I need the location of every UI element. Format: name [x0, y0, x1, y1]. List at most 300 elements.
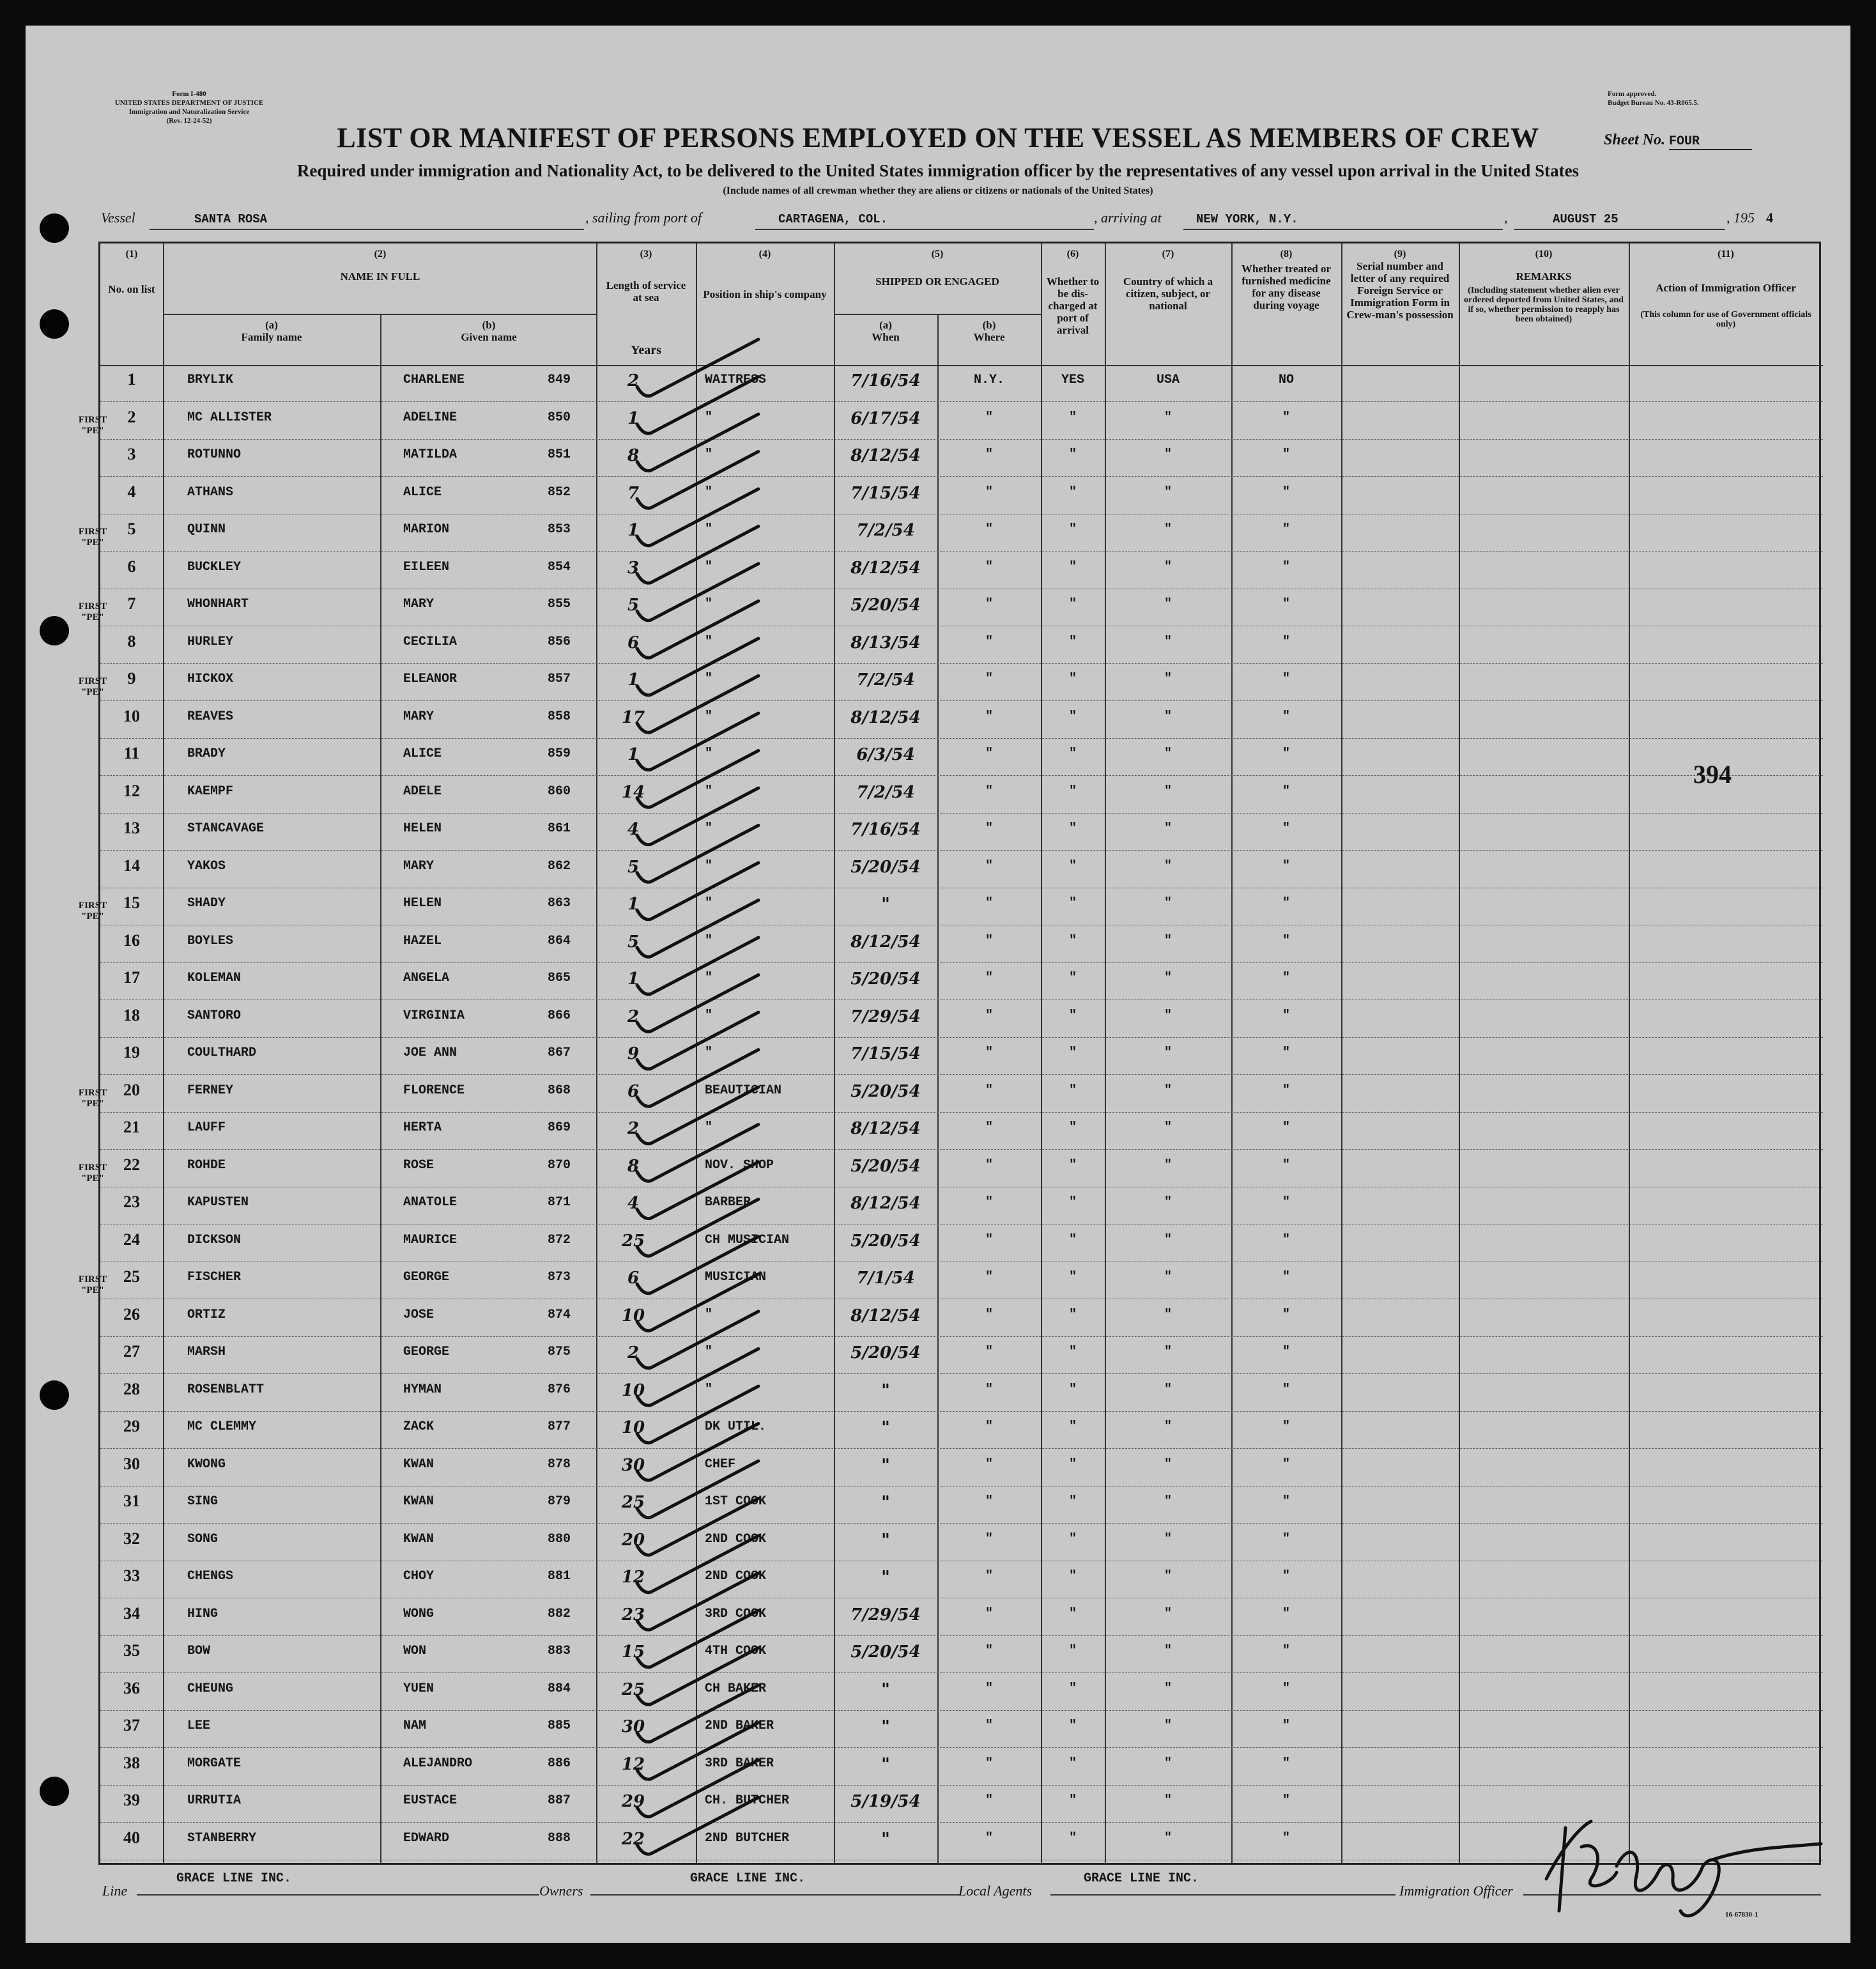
shipped-when: 8/12/54 [850, 1119, 921, 1138]
col-9-number: (9) [1394, 249, 1406, 259]
family-name: MARSH [187, 1345, 226, 1359]
shipped-where: " [985, 1419, 993, 1434]
margin-note-line1: FIRST [78, 1087, 107, 1098]
family-name: STANCAVAGE [187, 821, 265, 836]
shipped-where: " [985, 447, 993, 462]
revision-date: (Rev. 12-24-52) [166, 117, 212, 125]
medicine: " [1282, 1345, 1290, 1359]
years-at-sea: 2 [627, 371, 640, 390]
col-4-number: (4) [758, 249, 771, 259]
years-at-sea: 23 [621, 1605, 645, 1625]
binder-hole [40, 616, 69, 645]
medicine: " [1282, 1830, 1290, 1846]
years-at-sea: 17 [621, 707, 645, 727]
country: " [1164, 447, 1172, 462]
years-at-sea: 3 [627, 558, 640, 578]
col-6-number: (6) [1066, 249, 1079, 259]
country: " [1164, 784, 1172, 799]
medicine: " [1282, 1531, 1290, 1547]
shipped-when: 5/20/54 [850, 969, 921, 989]
row-number: 11 [123, 744, 140, 762]
discharged: " [1068, 1419, 1077, 1434]
arriving-field [1183, 210, 1503, 230]
serial-number: 863 [548, 896, 571, 911]
owners-value: GRACE LINE INC. [690, 1871, 806, 1886]
shipped-where: " [985, 1008, 993, 1023]
col-5b-header: (b) Where [973, 319, 1005, 343]
position: WAITRESS [705, 373, 767, 387]
col-5a-header: (a) When [872, 319, 900, 343]
position: " [705, 858, 713, 874]
years-at-sea: 29 [621, 1792, 645, 1811]
years-at-sea: 4 [627, 1194, 640, 1213]
row-number: 1 [127, 370, 136, 389]
medicine: " [1282, 1382, 1290, 1397]
medicine: " [1282, 1157, 1290, 1173]
given-name: ADELINE [403, 410, 457, 425]
shipped-when: 5/20/54 [850, 596, 921, 615]
shipped-when: 8/12/54 [850, 707, 921, 727]
position: MUSICIAN [705, 1270, 767, 1285]
row-number: 28 [123, 1379, 140, 1398]
margin-note [72, 900, 114, 922]
discharged: " [1068, 1569, 1077, 1584]
serial-number: 884 [548, 1681, 571, 1696]
shipped-when: 8/12/54 [850, 1306, 921, 1325]
position: CHEF [705, 1456, 736, 1472]
country: " [1164, 858, 1172, 874]
sailing-label: , sailing from port of [585, 210, 702, 226]
years-at-sea: 25 [621, 1493, 645, 1512]
serial-number: 877 [548, 1419, 571, 1434]
binder-hole [40, 1380, 69, 1410]
years-at-sea: 7 [627, 483, 640, 503]
medicine: " [1282, 1494, 1290, 1509]
port-field [755, 210, 1094, 230]
position: 2ND BAKER [705, 1718, 774, 1733]
serial-number: 869 [548, 1120, 571, 1135]
family-name: CHEUNG [187, 1681, 234, 1696]
serial-number: 868 [548, 1083, 571, 1098]
page-title: LIST OR MANIFEST OF PERSONS EMPLOYED ON THE VESSEL AS MEMBERS OF CREW [337, 122, 1539, 153]
given-name: CECILIA [403, 634, 457, 649]
shipped-when: 5/20/54 [850, 1156, 921, 1176]
country: " [1164, 1345, 1172, 1359]
position: CH BAKER [705, 1681, 767, 1696]
years-at-sea: 2 [627, 1119, 640, 1138]
serial-number: 876 [548, 1382, 571, 1397]
margin-note [72, 1274, 114, 1296]
col-4-header: Position in ship's company [703, 288, 827, 300]
shipped-when: " [881, 1455, 890, 1475]
family-name: STANBERRY [187, 1830, 257, 1846]
position: " [705, 1345, 713, 1359]
shipped-where: " [985, 672, 993, 686]
medicine: " [1282, 1083, 1290, 1098]
margin-note-line1: FIRST [78, 527, 107, 537]
family-name: HURLEY [187, 634, 234, 649]
discharged: " [1068, 1195, 1077, 1210]
country: " [1164, 597, 1172, 612]
shipped-when: 7/29/54 [850, 1605, 921, 1625]
stamp-number: 394 [1693, 760, 1732, 789]
margin-note-line1: FIRST [78, 1162, 107, 1173]
family-name: SHADY [187, 896, 226, 911]
position: " [705, 559, 713, 575]
margin-note-line1: FIRST [78, 1274, 107, 1285]
country: " [1164, 1157, 1172, 1173]
shipped-where: " [985, 597, 993, 612]
medicine: " [1282, 1606, 1290, 1621]
shipped-when: " [881, 1493, 890, 1512]
shipped-when: 7/29/54 [850, 1007, 921, 1026]
check-marks [100, 243, 1823, 1867]
given-name: NAM [403, 1718, 427, 1733]
medicine: " [1282, 933, 1290, 948]
serial-number: 880 [548, 1531, 571, 1547]
serial-number: 878 [548, 1456, 571, 1472]
years-at-sea: 22 [621, 1829, 645, 1849]
country: " [1164, 709, 1172, 724]
medicine: " [1282, 1195, 1290, 1210]
country: " [1164, 1718, 1172, 1733]
shipped-when: 7/1/54 [856, 1269, 915, 1288]
years-at-sea: 14 [621, 782, 645, 802]
country: " [1164, 1681, 1172, 1696]
given-name: CHOY [403, 1569, 434, 1584]
family-name: ATHANS [187, 484, 234, 500]
shipped-when: 5/19/54 [850, 1792, 921, 1811]
discharged: " [1068, 1830, 1077, 1846]
given-name: MARION [403, 522, 450, 537]
position: " [705, 1046, 713, 1060]
shipped-where: " [985, 1681, 993, 1696]
shipped-where: " [985, 484, 993, 500]
row-number: 24 [123, 1230, 140, 1249]
row-number: 23 [123, 1193, 140, 1211]
position: " [705, 971, 713, 985]
date-field [1514, 210, 1725, 230]
position: 3RD COOK [705, 1606, 767, 1621]
years-at-sea: 6 [627, 1081, 640, 1101]
medicine: " [1282, 447, 1290, 462]
given-name: WONG [403, 1606, 434, 1621]
col-3-header: Length of service at sea [606, 279, 686, 304]
family-name: BUCKLEY [187, 559, 242, 575]
given-name: CHARLENE [403, 373, 465, 387]
family-name: BRYLIK [187, 373, 234, 387]
row-number: 9 [127, 669, 136, 688]
discharged: " [1068, 858, 1077, 874]
discharged: " [1068, 1756, 1077, 1771]
approved-text: Form approved. [1608, 90, 1657, 98]
medicine: " [1282, 971, 1290, 985]
margin-note-line2: "PE" [81, 1173, 104, 1184]
shipped-where: " [985, 1756, 993, 1771]
country: " [1164, 1793, 1172, 1808]
medicine: " [1282, 784, 1290, 799]
given-name: WON [403, 1644, 427, 1658]
given-name: ANGELA [403, 971, 450, 985]
country: " [1164, 1046, 1172, 1060]
shipped-where: " [985, 1157, 993, 1173]
medicine: " [1282, 522, 1290, 537]
position: NOV. SHOP [705, 1157, 774, 1173]
family-name: LAUFF [187, 1120, 226, 1135]
row-number: 12 [123, 781, 140, 800]
shipped-where: " [985, 634, 993, 649]
discharged: " [1068, 1046, 1077, 1060]
shipped-when: " [881, 1568, 890, 1587]
years-at-sea: 8 [627, 446, 640, 465]
crew-table [98, 242, 1821, 1865]
shipped-when: " [881, 1717, 890, 1736]
margin-note-line1: FIRST [78, 601, 107, 612]
shipped-where: " [985, 784, 993, 799]
country: " [1164, 1419, 1172, 1434]
position: 1ST COOK [705, 1494, 767, 1509]
position: 2ND BUTCHER [705, 1830, 790, 1846]
serial-number: 860 [548, 784, 571, 799]
shipped-where: " [985, 1083, 993, 1098]
serial-number: 862 [548, 858, 571, 874]
row-number: 40 [123, 1828, 140, 1847]
discharged: " [1068, 1307, 1077, 1322]
line-label: Line [102, 1883, 128, 1899]
serial-number: 870 [548, 1157, 571, 1173]
manifest-page [26, 26, 1850, 1943]
medicine: " [1282, 1569, 1290, 1584]
position: " [705, 896, 713, 911]
row-number: 22 [123, 1155, 140, 1174]
print-code: 16-67830-1 [1725, 1911, 1758, 1919]
given-name: ALICE [403, 484, 442, 500]
margin-note-line2: "PE" [81, 612, 104, 622]
country: " [1164, 522, 1172, 537]
position: " [705, 597, 713, 612]
date-value: AUGUST 25 [1553, 212, 1618, 226]
officer-label: Immigration Officer [1399, 1883, 1513, 1899]
family-name: DICKSON [187, 1232, 242, 1247]
shipped-when: " [881, 1679, 890, 1699]
years-at-sea: 6 [627, 633, 640, 652]
country: " [1164, 1644, 1172, 1658]
margin-note [72, 415, 114, 436]
shipped-when: 7/2/54 [856, 521, 915, 540]
discharged: " [1068, 1793, 1077, 1808]
serial-number: 885 [548, 1718, 571, 1733]
shipped-when: 6/3/54 [856, 745, 915, 764]
country: " [1164, 484, 1172, 500]
country: " [1164, 933, 1172, 948]
family-name: BOYLES [187, 933, 234, 948]
col-11-note: (This column for use of Government officials only) [1640, 310, 1811, 329]
family-name: REAVES [187, 709, 234, 724]
row-number: 32 [123, 1529, 140, 1548]
row-number: 2 [127, 407, 136, 426]
col-1-number: (1) [125, 249, 138, 259]
serial-number: 872 [548, 1232, 571, 1247]
country: " [1164, 821, 1172, 836]
country: " [1164, 1382, 1172, 1397]
position: " [705, 447, 713, 462]
medicine: " [1282, 1120, 1290, 1135]
family-name: MC CLEMMY [187, 1419, 257, 1434]
discharged: " [1068, 1681, 1077, 1696]
row-number: 6 [127, 557, 136, 576]
shipped-when: " [881, 1530, 890, 1550]
position: " [705, 933, 713, 948]
row-number: 36 [123, 1678, 140, 1697]
country: " [1164, 1008, 1172, 1023]
margin-note-line1: FIRST [78, 414, 107, 425]
years-at-sea: 1 [627, 895, 640, 914]
col-2b-header: (b) Given name [461, 319, 517, 343]
row-number: 20 [123, 1080, 140, 1099]
row-number: 17 [123, 968, 140, 987]
margin-note [72, 1088, 114, 1109]
given-name: ANATOLE [403, 1195, 457, 1210]
row-number: 21 [123, 1118, 140, 1136]
position: " [705, 522, 713, 537]
discharged: " [1068, 896, 1077, 911]
years-at-sea: 8 [627, 1156, 640, 1176]
serial-number: 861 [548, 821, 571, 836]
family-name: MORGATE [187, 1756, 242, 1771]
years-at-sea: 6 [627, 1269, 640, 1288]
shipped-where: " [985, 1531, 993, 1547]
position: " [705, 1382, 713, 1397]
family-name: HING [187, 1606, 219, 1621]
shipped-where: " [985, 1345, 993, 1359]
binder-hole [40, 309, 69, 339]
position: " [705, 410, 713, 425]
given-name: MARY [403, 858, 434, 874]
years-at-sea: 2 [627, 1007, 640, 1026]
shipped-when: 7/15/54 [850, 1044, 921, 1063]
discharged: " [1068, 522, 1077, 537]
shipped-where: " [985, 1718, 993, 1733]
country: " [1164, 971, 1172, 985]
vessel-field [150, 210, 584, 230]
years-at-sea: 20 [621, 1530, 645, 1550]
given-name: ALICE [403, 746, 442, 761]
department-name: UNITED STATES DEPARTMENT OF JUSTICE [114, 99, 264, 107]
shipped-when: " [881, 895, 890, 914]
medicine: " [1282, 746, 1290, 761]
family-name: MC ALLISTER [187, 410, 272, 425]
serial-number: 858 [548, 709, 571, 724]
medicine: " [1282, 634, 1290, 649]
discharged: " [1068, 559, 1077, 575]
discharged: " [1068, 1120, 1077, 1135]
serial-number: 888 [548, 1830, 571, 1846]
position: 4TH COOK [705, 1644, 767, 1658]
medicine: " [1282, 1644, 1290, 1658]
form-number: Form I-480 [172, 90, 206, 98]
serial-number: 851 [548, 447, 571, 462]
shipped-where: " [985, 1270, 993, 1285]
medicine: " [1282, 858, 1290, 874]
row-number: 7 [127, 594, 136, 613]
shipped-where: " [985, 1793, 993, 1808]
line-rule [137, 1894, 539, 1896]
discharged: " [1068, 1008, 1077, 1023]
col-3-unit: Years [631, 343, 661, 357]
row-number: 25 [123, 1267, 140, 1286]
position: BEAUTICIAN [705, 1083, 782, 1098]
given-name: YUEN [403, 1681, 434, 1696]
serial-number: 850 [548, 410, 571, 425]
shipped-when: 5/20/54 [850, 1642, 921, 1662]
discharged: " [1068, 1718, 1077, 1733]
given-name: FLORENCE [403, 1083, 465, 1098]
family-name: ROTUNNO [187, 447, 242, 462]
page-subnote: (Include names of all crewman whether they are aliens or citizens or nationals of the United States) [723, 185, 1153, 196]
family-name: SANTORO [187, 1008, 242, 1023]
col-2-header: NAME IN FULL [340, 270, 420, 282]
years-at-sea: 1 [627, 745, 640, 764]
shipped-where: " [985, 1494, 993, 1509]
shipped-where: " [985, 1046, 993, 1060]
margin-note [72, 601, 114, 623]
years-at-sea: 5 [627, 857, 640, 877]
discharged: " [1068, 1531, 1077, 1547]
row-number: 34 [123, 1603, 140, 1623]
service-name: Immigration and Naturalization Service [128, 108, 250, 116]
position: 2ND COOK [705, 1531, 767, 1547]
row-number: 39 [123, 1791, 140, 1809]
family-name: COULTHARD [187, 1046, 257, 1060]
serial-number: 883 [548, 1644, 571, 1658]
shipped-when: 7/15/54 [850, 483, 921, 503]
serial-number: 852 [548, 484, 571, 500]
medicine: " [1282, 559, 1290, 575]
position: " [705, 709, 713, 724]
col-6-header: Whether to be dis-charged at port of arrival [1046, 275, 1100, 336]
shipped-when: 5/20/54 [850, 857, 921, 877]
medicine: " [1282, 1419, 1290, 1434]
given-name: ADELE [403, 784, 442, 799]
discharged: " [1068, 1494, 1077, 1509]
serial-number: 873 [548, 1270, 571, 1285]
shipped-when: 7/2/54 [856, 782, 915, 802]
medicine: " [1282, 821, 1290, 836]
shipped-where: " [985, 1644, 993, 1658]
given-name: HERTA [403, 1120, 442, 1135]
position: BARBER [705, 1195, 751, 1210]
row-number: 33 [123, 1566, 140, 1585]
country: " [1164, 410, 1172, 425]
country: USA [1156, 373, 1180, 387]
country: " [1164, 1456, 1172, 1472]
medicine: " [1282, 597, 1290, 612]
discharged: " [1068, 1345, 1077, 1359]
position: " [705, 1120, 713, 1135]
medicine: " [1282, 1756, 1290, 1771]
country: " [1164, 746, 1172, 761]
discharged: " [1068, 672, 1077, 686]
shipped-where: " [985, 1307, 993, 1322]
medicine: " [1282, 896, 1290, 911]
form-approval [1608, 89, 1716, 107]
discharged: " [1068, 410, 1077, 425]
serial-number: 886 [548, 1756, 571, 1771]
given-name: HELEN [403, 821, 442, 836]
page-subtitle: Required under immigration and Nationality Act, to be delivered to the United States immigration officer by the representatives of any vessel upon arrival in the United States [296, 161, 1580, 180]
given-name: GEORGE [403, 1270, 450, 1285]
officer-signature [1521, 1802, 1827, 1930]
